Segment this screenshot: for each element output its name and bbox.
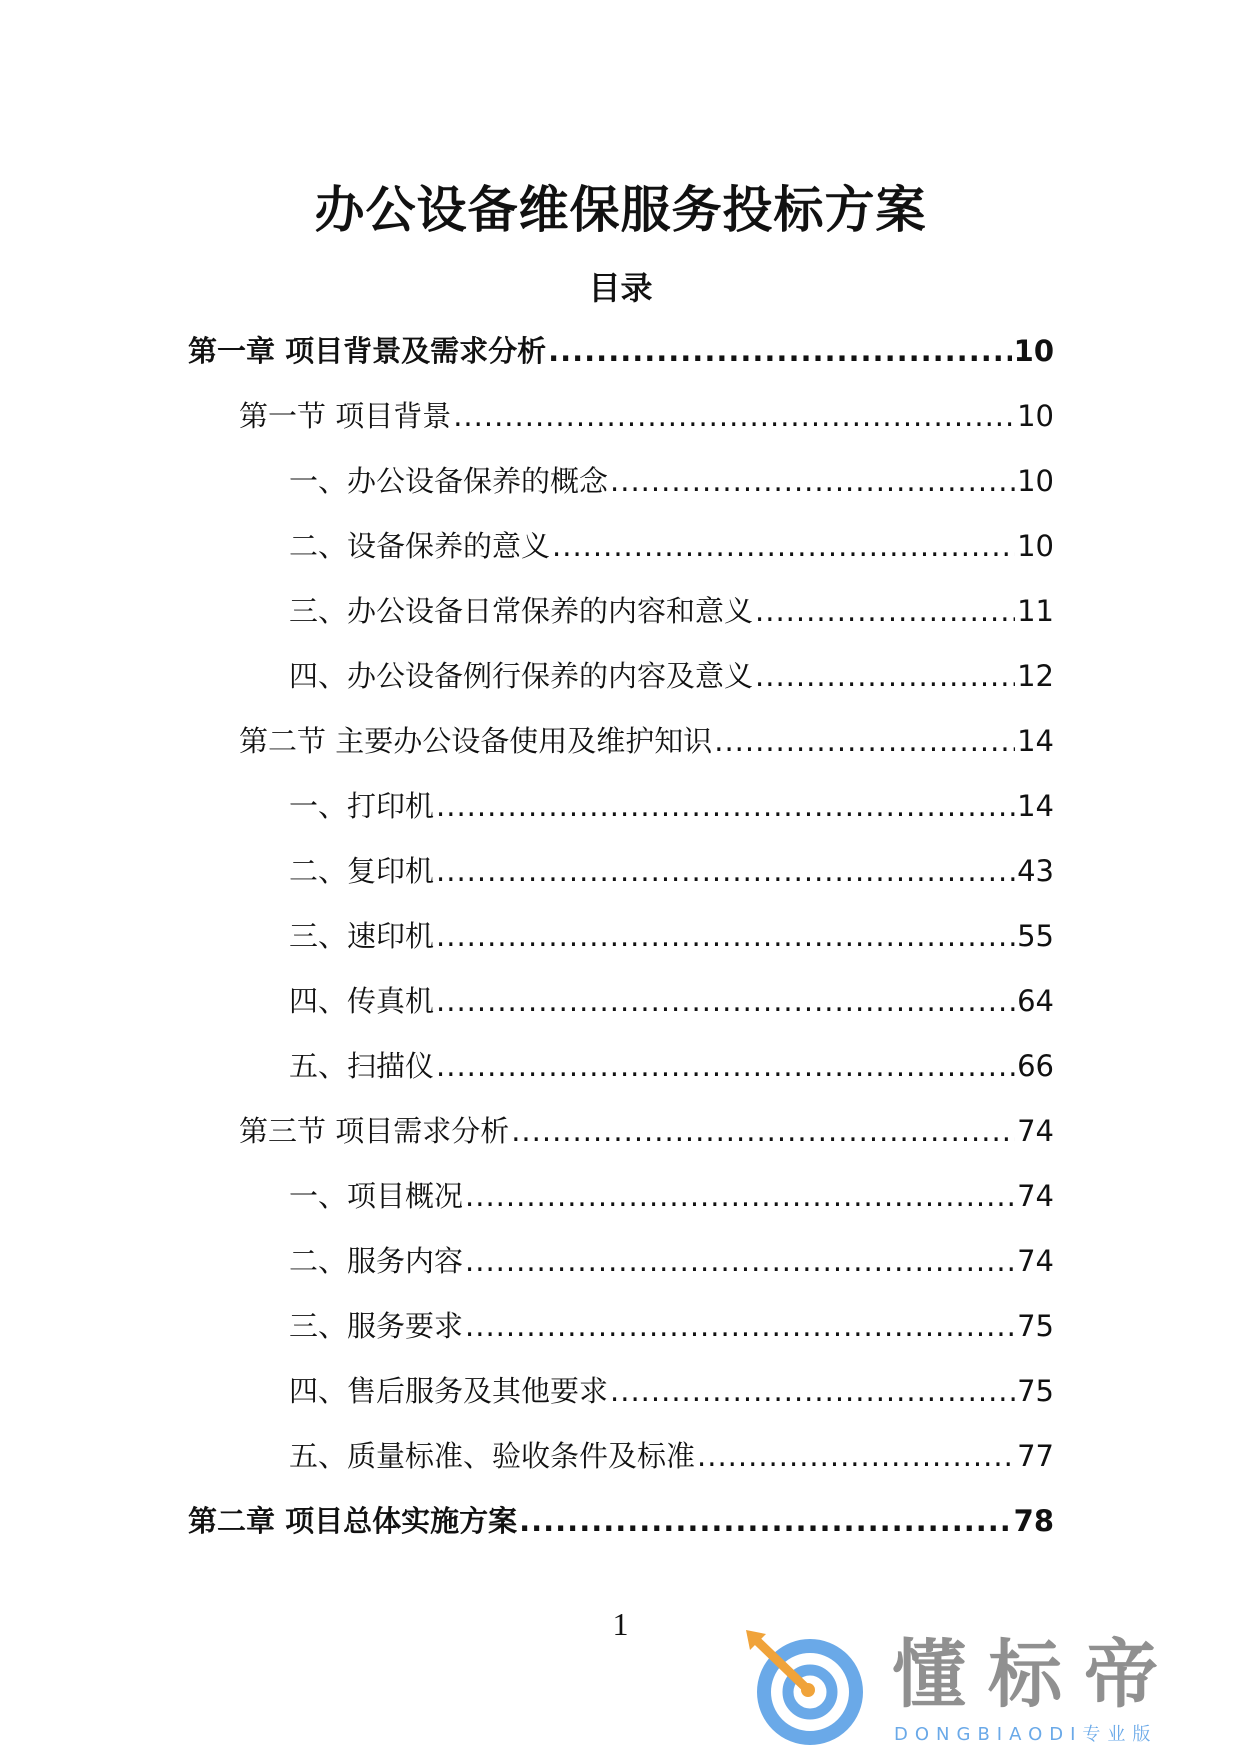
toc-entry-text: 第二节 主要办公设备使用及维护知识 xyxy=(239,724,713,758)
toc-entry-subsection[interactable] xyxy=(188,1432,1054,1497)
toc-entry-page: 75 xyxy=(1017,1374,1054,1408)
toc-entry-page: 10 xyxy=(1017,399,1054,433)
toc-entry-page: 64 xyxy=(1017,984,1054,1018)
brand-subtitle: DONGBIAODI专业版 xyxy=(894,1724,1158,1745)
toc-dot-leader xyxy=(465,1237,1015,1285)
toc-heading: 目录 xyxy=(588,269,653,307)
toc-dot-leader xyxy=(511,1107,1015,1155)
table-of-contents xyxy=(188,327,1054,1562)
toc-entry-chapter-1[interactable] xyxy=(188,327,1054,392)
toc-dot-leader xyxy=(436,977,1015,1025)
toc-entry-subsection[interactable] xyxy=(188,652,1054,717)
toc-entry-chapter-2[interactable] xyxy=(188,1497,1054,1562)
toc-entry-page: 74 xyxy=(1017,1179,1054,1213)
toc-entry-page: 78 xyxy=(1013,1504,1054,1538)
toc-entry-text: 五、质量标准、验收条件及标准 xyxy=(289,1439,696,1473)
toc-dot-leader xyxy=(436,847,1015,895)
toc-dot-leader xyxy=(453,392,1015,440)
toc-entry-page: 10 xyxy=(1017,464,1054,498)
toc-entry-page: 77 xyxy=(1017,1439,1054,1473)
toc-entry-page: 10 xyxy=(1013,334,1054,368)
page-number: 1 xyxy=(612,1606,629,1642)
toc-entry-text: 二、服务内容 xyxy=(289,1244,464,1278)
brand-watermark xyxy=(742,1628,1222,1746)
toc-dot-leader xyxy=(436,782,1015,830)
toc-entry-text: 一、办公设备保养的概念 xyxy=(289,464,609,498)
target-arrow-logo-icon xyxy=(742,1628,872,1746)
toc-entry-subsection[interactable] xyxy=(188,782,1054,847)
toc-entry-text: 第一节 项目背景 xyxy=(239,399,452,433)
toc-entry-text: 第二章 项目总体实施方案 xyxy=(188,1504,518,1538)
toc-entry-subsection[interactable] xyxy=(188,912,1054,977)
toc-entry-page: 66 xyxy=(1017,1049,1054,1083)
toc-entry-text: 四、售后服务及其他要求 xyxy=(289,1374,609,1408)
toc-entry-text: 一、打印机 xyxy=(289,789,435,823)
toc-dot-leader xyxy=(436,1042,1015,1090)
toc-entry-text: 二、复印机 xyxy=(289,854,435,888)
toc-entry-subsection[interactable] xyxy=(188,1367,1054,1432)
toc-entry-section[interactable] xyxy=(188,1107,1054,1172)
toc-entry-subsection[interactable] xyxy=(188,587,1054,652)
toc-dot-leader xyxy=(714,717,1015,765)
toc-entry-page: 75 xyxy=(1017,1309,1054,1343)
toc-dot-leader xyxy=(755,587,1015,635)
toc-entry-page: 74 xyxy=(1017,1114,1054,1148)
toc-entry-text: 三、服务要求 xyxy=(289,1309,464,1343)
toc-entry-text: 第一章 项目背景及需求分析 xyxy=(188,334,547,368)
document-title: 办公设备维保服务投标方案 xyxy=(314,181,927,239)
toc-dot-leader xyxy=(610,1367,1015,1415)
toc-entry-page: 12 xyxy=(1017,659,1054,693)
toc-entry-text: 二、设备保养的意义 xyxy=(289,529,551,563)
toc-entry-subsection[interactable] xyxy=(188,522,1054,587)
toc-dot-leader xyxy=(697,1432,1015,1480)
toc-entry-text: 五、扫描仪 xyxy=(289,1049,435,1083)
toc-entry-text: 三、办公设备日常保养的内容和意义 xyxy=(289,594,754,628)
toc-dot-leader xyxy=(519,1497,1012,1545)
toc-entry-page: 10 xyxy=(1017,529,1054,563)
toc-dot-leader xyxy=(465,1302,1015,1350)
brand-name: 懂标帝 xyxy=(892,1632,1180,1718)
toc-entry-page: 74 xyxy=(1017,1244,1054,1278)
toc-entry-subsection[interactable] xyxy=(188,457,1054,522)
toc-entry-section[interactable] xyxy=(188,392,1054,457)
toc-entry-subsection[interactable] xyxy=(188,1172,1054,1237)
toc-entry-subsection[interactable] xyxy=(188,1042,1054,1107)
toc-entry-subsection[interactable] xyxy=(188,1237,1054,1302)
toc-entry-text: 一、项目概况 xyxy=(289,1179,464,1213)
toc-dot-leader xyxy=(552,522,1015,570)
toc-dot-leader xyxy=(465,1172,1015,1220)
toc-dot-leader xyxy=(548,327,1012,375)
toc-entry-page: 43 xyxy=(1017,854,1054,888)
toc-entry-subsection[interactable] xyxy=(188,1302,1054,1367)
toc-entry-text: 第三节 项目需求分析 xyxy=(239,1114,510,1148)
toc-dot-leader xyxy=(436,912,1015,960)
toc-entry-page: 55 xyxy=(1017,919,1054,953)
toc-entry-page: 14 xyxy=(1017,789,1054,823)
toc-entry-subsection[interactable] xyxy=(188,847,1054,912)
toc-entry-text: 三、速印机 xyxy=(289,919,435,953)
toc-entry-text: 四、办公设备例行保养的内容及意义 xyxy=(289,659,754,693)
toc-entry-section[interactable] xyxy=(188,717,1054,782)
toc-dot-leader xyxy=(610,457,1015,505)
toc-entry-page: 14 xyxy=(1017,724,1054,758)
toc-dot-leader xyxy=(755,652,1015,700)
toc-entry-subsection[interactable] xyxy=(188,977,1054,1042)
toc-entry-text: 四、传真机 xyxy=(289,984,435,1018)
toc-entry-page: 11 xyxy=(1017,594,1054,628)
